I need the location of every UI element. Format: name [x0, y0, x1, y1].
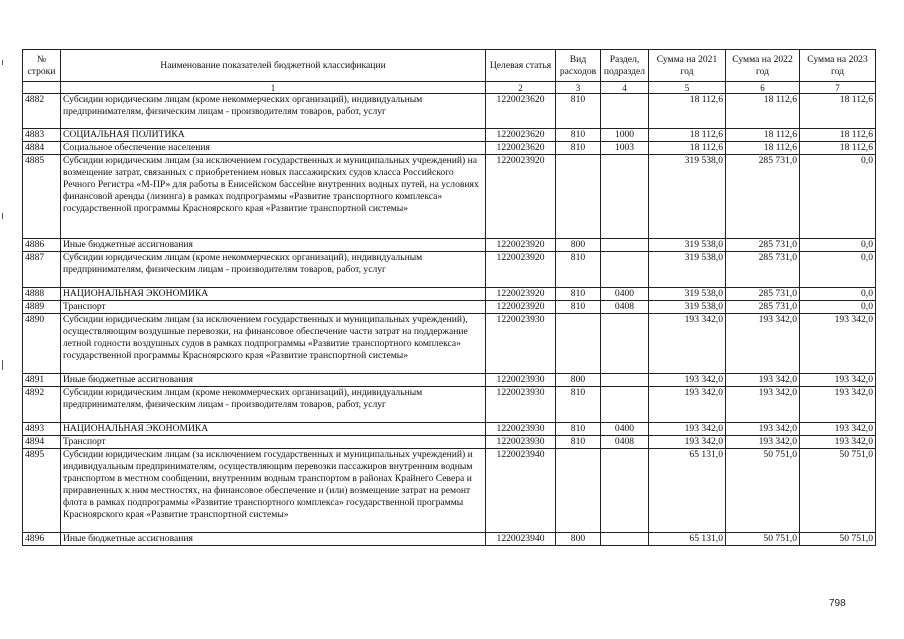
- indicator-name: НАЦИОНАЛЬНАЯ ЭКОНОМИКА: [61, 288, 486, 301]
- section-code: 1003: [601, 142, 649, 155]
- header-expense-type: Вид расходов: [556, 50, 601, 82]
- sum-2023: 0,0: [800, 288, 876, 301]
- sum-2021: 18 112,6: [649, 129, 726, 142]
- sum-2021: 319 538,0: [649, 239, 726, 252]
- sum-2023: 193 342,0: [800, 387, 876, 423]
- expense-type: [556, 314, 601, 374]
- table-row: [23, 301, 876, 314]
- header-target-item: Целевая статья: [486, 50, 556, 82]
- sum-2022: 50 751,0: [726, 449, 800, 533]
- sum-2021: 319 538,0: [649, 288, 726, 301]
- table-row: [23, 314, 876, 374]
- table-row: [23, 239, 876, 252]
- sum-2023: 18 112,6: [800, 129, 876, 142]
- indicator-name: Социальное обеспечение населения: [61, 142, 486, 155]
- section-code: 0408: [601, 436, 649, 449]
- sum-2023: 0,0: [800, 239, 876, 252]
- expense-type: 810: [556, 252, 601, 288]
- expense-type: 810: [556, 142, 601, 155]
- sum-2022: 285 731,0: [726, 252, 800, 288]
- table-header-row: [23, 50, 876, 82]
- column-number: 6: [726, 82, 800, 94]
- sum-2023: 50 751,0: [800, 449, 876, 533]
- column-number: 2: [486, 82, 556, 94]
- sum-2022: 193 342,0: [726, 314, 800, 374]
- section-code: 0400: [601, 423, 649, 436]
- header-sum-2023: Сумма на 2023 год: [800, 50, 876, 82]
- sum-2022: 18 112,6: [726, 142, 800, 155]
- header-sum-2022: Сумма на 2022 год: [726, 50, 800, 82]
- expense-type: 810: [556, 387, 601, 423]
- target-item: 1220023620: [486, 94, 556, 129]
- sum-2021: 18 112,6: [649, 142, 726, 155]
- header-section: Раздел, подраздел: [601, 50, 649, 82]
- sum-2022: 193 342,0: [726, 374, 800, 387]
- table-row: [23, 252, 876, 288]
- target-item: 1220023940: [486, 449, 556, 533]
- sum-2023: 193 342,0: [800, 374, 876, 387]
- target-item: 1220023920: [486, 239, 556, 252]
- indicator-name: Субсидии юридическим лицам (кроме некоммерческих организаций), индивидуальным предпринимателям, физическим лицам - производителям товаров, работ, услуг: [61, 252, 486, 288]
- sum-2022: 193 342,0: [726, 436, 800, 449]
- table-row: [23, 374, 876, 387]
- sum-2023: 50 751,0: [800, 533, 876, 546]
- column-number-blank: [23, 82, 61, 94]
- expense-type: 810: [556, 423, 601, 436]
- section-code: [601, 449, 649, 533]
- expense-type: 810: [556, 301, 601, 314]
- sum-2023: 193 342,0: [800, 436, 876, 449]
- sum-2021: 193 342,0: [649, 314, 726, 374]
- sum-2021: 65 131,0: [649, 533, 726, 546]
- section-code: 1000: [601, 129, 649, 142]
- sum-2022: 285 731,0: [726, 239, 800, 252]
- expense-type: [556, 449, 601, 533]
- sum-2022: 50 751,0: [726, 533, 800, 546]
- section-code: [601, 314, 649, 374]
- target-item: 1220023920: [486, 252, 556, 288]
- sum-2021: 319 538,0: [649, 155, 726, 239]
- sum-2021: 193 342,0: [649, 374, 726, 387]
- column-number: 5: [649, 82, 726, 94]
- sum-2021: 18 112,6: [649, 94, 726, 129]
- table-row: [23, 129, 876, 142]
- indicator-name: Иные бюджетные ассигнования: [61, 374, 486, 387]
- scan-margin-mark: [2, 60, 3, 65]
- sum-2021: 65 131,0: [649, 449, 726, 533]
- target-item: 1220023920: [486, 288, 556, 301]
- table-row: [23, 142, 876, 155]
- target-item: 1220023920: [486, 301, 556, 314]
- expense-type: 800: [556, 533, 601, 546]
- sum-2022: 285 731,0: [726, 301, 800, 314]
- expense-type: 800: [556, 374, 601, 387]
- row-number: 4895: [23, 449, 61, 533]
- table-row: [23, 449, 876, 533]
- page-number: 798: [829, 598, 846, 609]
- target-item: 1220023930: [486, 387, 556, 423]
- budget-table: [22, 49, 876, 546]
- row-number: 4890: [23, 314, 61, 374]
- sum-2022: 285 731,0: [726, 155, 800, 239]
- column-number: 3: [556, 82, 601, 94]
- column-number: 7: [800, 82, 876, 94]
- row-number: 4889: [23, 301, 61, 314]
- row-number: 4894: [23, 436, 61, 449]
- target-item: 1220023930: [486, 314, 556, 374]
- indicator-name: СОЦИАЛЬНАЯ ПОЛИТИКА: [61, 129, 486, 142]
- row-number: 4896: [23, 533, 61, 546]
- target-item: 1220023930: [486, 423, 556, 436]
- sum-2023: 0,0: [800, 155, 876, 239]
- expense-type: 810: [556, 94, 601, 129]
- section-code: [601, 94, 649, 129]
- sum-2022: 18 112,6: [726, 94, 800, 129]
- sum-2021: 193 342,0: [649, 387, 726, 423]
- section-code: 0400: [601, 288, 649, 301]
- target-item: 1220023620: [486, 142, 556, 155]
- row-number: 4883: [23, 129, 61, 142]
- sum-2023: 0,0: [800, 252, 876, 288]
- sum-2023: 0,0: [800, 301, 876, 314]
- indicator-name: Субсидии юридическим лицам (за исключением государственных и муниципальных учреждений), осуществляющим воздушные перевозки, на финансовое обеспечение части затрат на поддержание летной годности воздушных судов в рамках подпрограммы «Развитие транспортного комплекса» государственной программы Красноярского края «Развитие транспортной системы»: [61, 314, 486, 374]
- column-number: 4: [601, 82, 649, 94]
- table-row: [23, 288, 876, 301]
- header-sum-2021: Сумма на 2021 год: [649, 50, 726, 82]
- indicator-name: Иные бюджетные ассигнования: [61, 239, 486, 252]
- sum-2023: 18 112,6: [800, 94, 876, 129]
- expense-type: 810: [556, 288, 601, 301]
- expense-type: 810: [556, 129, 601, 142]
- table-row: [23, 155, 876, 239]
- target-item: 1220023930: [486, 436, 556, 449]
- target-item: 1220023930: [486, 374, 556, 387]
- section-code: [601, 387, 649, 423]
- scan-margin-mark: [2, 360, 3, 370]
- expense-type: 810: [556, 436, 601, 449]
- table-row: [23, 423, 876, 436]
- row-number: 4887: [23, 252, 61, 288]
- header-indicator-name: Наименование показателей бюджетной классификации: [61, 50, 486, 82]
- sum-2023: 18 112,6: [800, 142, 876, 155]
- table-row: [23, 533, 876, 546]
- target-item: 1220023920: [486, 155, 556, 239]
- sum-2021: 319 538,0: [649, 252, 726, 288]
- indicator-name: НАЦИОНАЛЬНАЯ ЭКОНОМИКА: [61, 423, 486, 436]
- section-code: 0408: [601, 301, 649, 314]
- sum-2021: 193 342,0: [649, 436, 726, 449]
- row-number: 4891: [23, 374, 61, 387]
- row-number: 4882: [23, 94, 61, 129]
- table-row: [23, 387, 876, 423]
- section-code: [601, 374, 649, 387]
- table-row: [23, 436, 876, 449]
- row-number: 4884: [23, 142, 61, 155]
- indicator-name: Субсидии юридическим лицам (за исключением государственных и муниципальных учреждений) на возмещение затрат, связанных с приобретением новых пассажирских судов класса Российского Речного Регистра «М-ПР» для работы в Енисейском бассейне внутренних водных путей, на условиях финансовой аренды (лизинга) в рамках подпрограммы «Развитие транспортного комплекса» государственной программы Красноярского края «Развитие транспортной системы»: [61, 155, 486, 239]
- expense-type: 800: [556, 239, 601, 252]
- expense-type: [556, 155, 601, 239]
- section-code: [601, 239, 649, 252]
- column-number: 1: [61, 82, 486, 94]
- section-code: [601, 155, 649, 239]
- indicator-name: Транспорт: [61, 301, 486, 314]
- section-code: [601, 252, 649, 288]
- table-row: [23, 94, 876, 129]
- row-number: 4886: [23, 239, 61, 252]
- section-code: [601, 533, 649, 546]
- sum-2021: 319 538,0: [649, 301, 726, 314]
- sum-2022: 285 731,0: [726, 288, 800, 301]
- row-number: 4892: [23, 387, 61, 423]
- target-item: 1220023620: [486, 129, 556, 142]
- indicator-name: Субсидии юридическим лицам (кроме некоммерческих организаций), индивидуальным предпринимателям, физическим лицам - производителям товаров, работ, услуг: [61, 387, 486, 423]
- sum-2022: 193 342,0: [726, 387, 800, 423]
- indicator-name: Транспорт: [61, 436, 486, 449]
- sum-2023: 193 342,0: [800, 423, 876, 436]
- sum-2022: 18 112,6: [726, 129, 800, 142]
- sum-2022: 193 342,0: [726, 423, 800, 436]
- column-number-row: [23, 82, 876, 94]
- table-body: [23, 94, 876, 546]
- target-item: 1220023940: [486, 533, 556, 546]
- sum-2023: 193 342,0: [800, 314, 876, 374]
- row-number: 4885: [23, 155, 61, 239]
- row-number: 4888: [23, 288, 61, 301]
- indicator-name: Иные бюджетные ассигнования: [61, 533, 486, 546]
- indicator-name: Субсидии юридическим лицам (за исключением государственных и муниципальных учреждений) и индивидуальным предпринимателям, осуществляющим перевозки пассажиров внутренним водным транспортом в местном сообщении, внутренним водным транспортом в районах Крайнего Севера и приравненных к ним местностях, на финансовое обеспечение и (или) возмещение затрат на ремонт флота в рамках подпрограммы «Развитие транспортного комплекса» государственной программы Красноярского края «Развитие транспортной системы»: [61, 449, 486, 533]
- row-number: 4893: [23, 423, 61, 436]
- scan-margin-mark: [2, 213, 3, 219]
- header-row-number: № строки: [23, 50, 61, 82]
- indicator-name: Субсидии юридическим лицам (кроме некоммерческих организаций), индивидуальным предпринимателям, физическим лицам - производителям товаров, работ, услуг: [61, 94, 486, 129]
- sum-2021: 193 342,0: [649, 423, 726, 436]
